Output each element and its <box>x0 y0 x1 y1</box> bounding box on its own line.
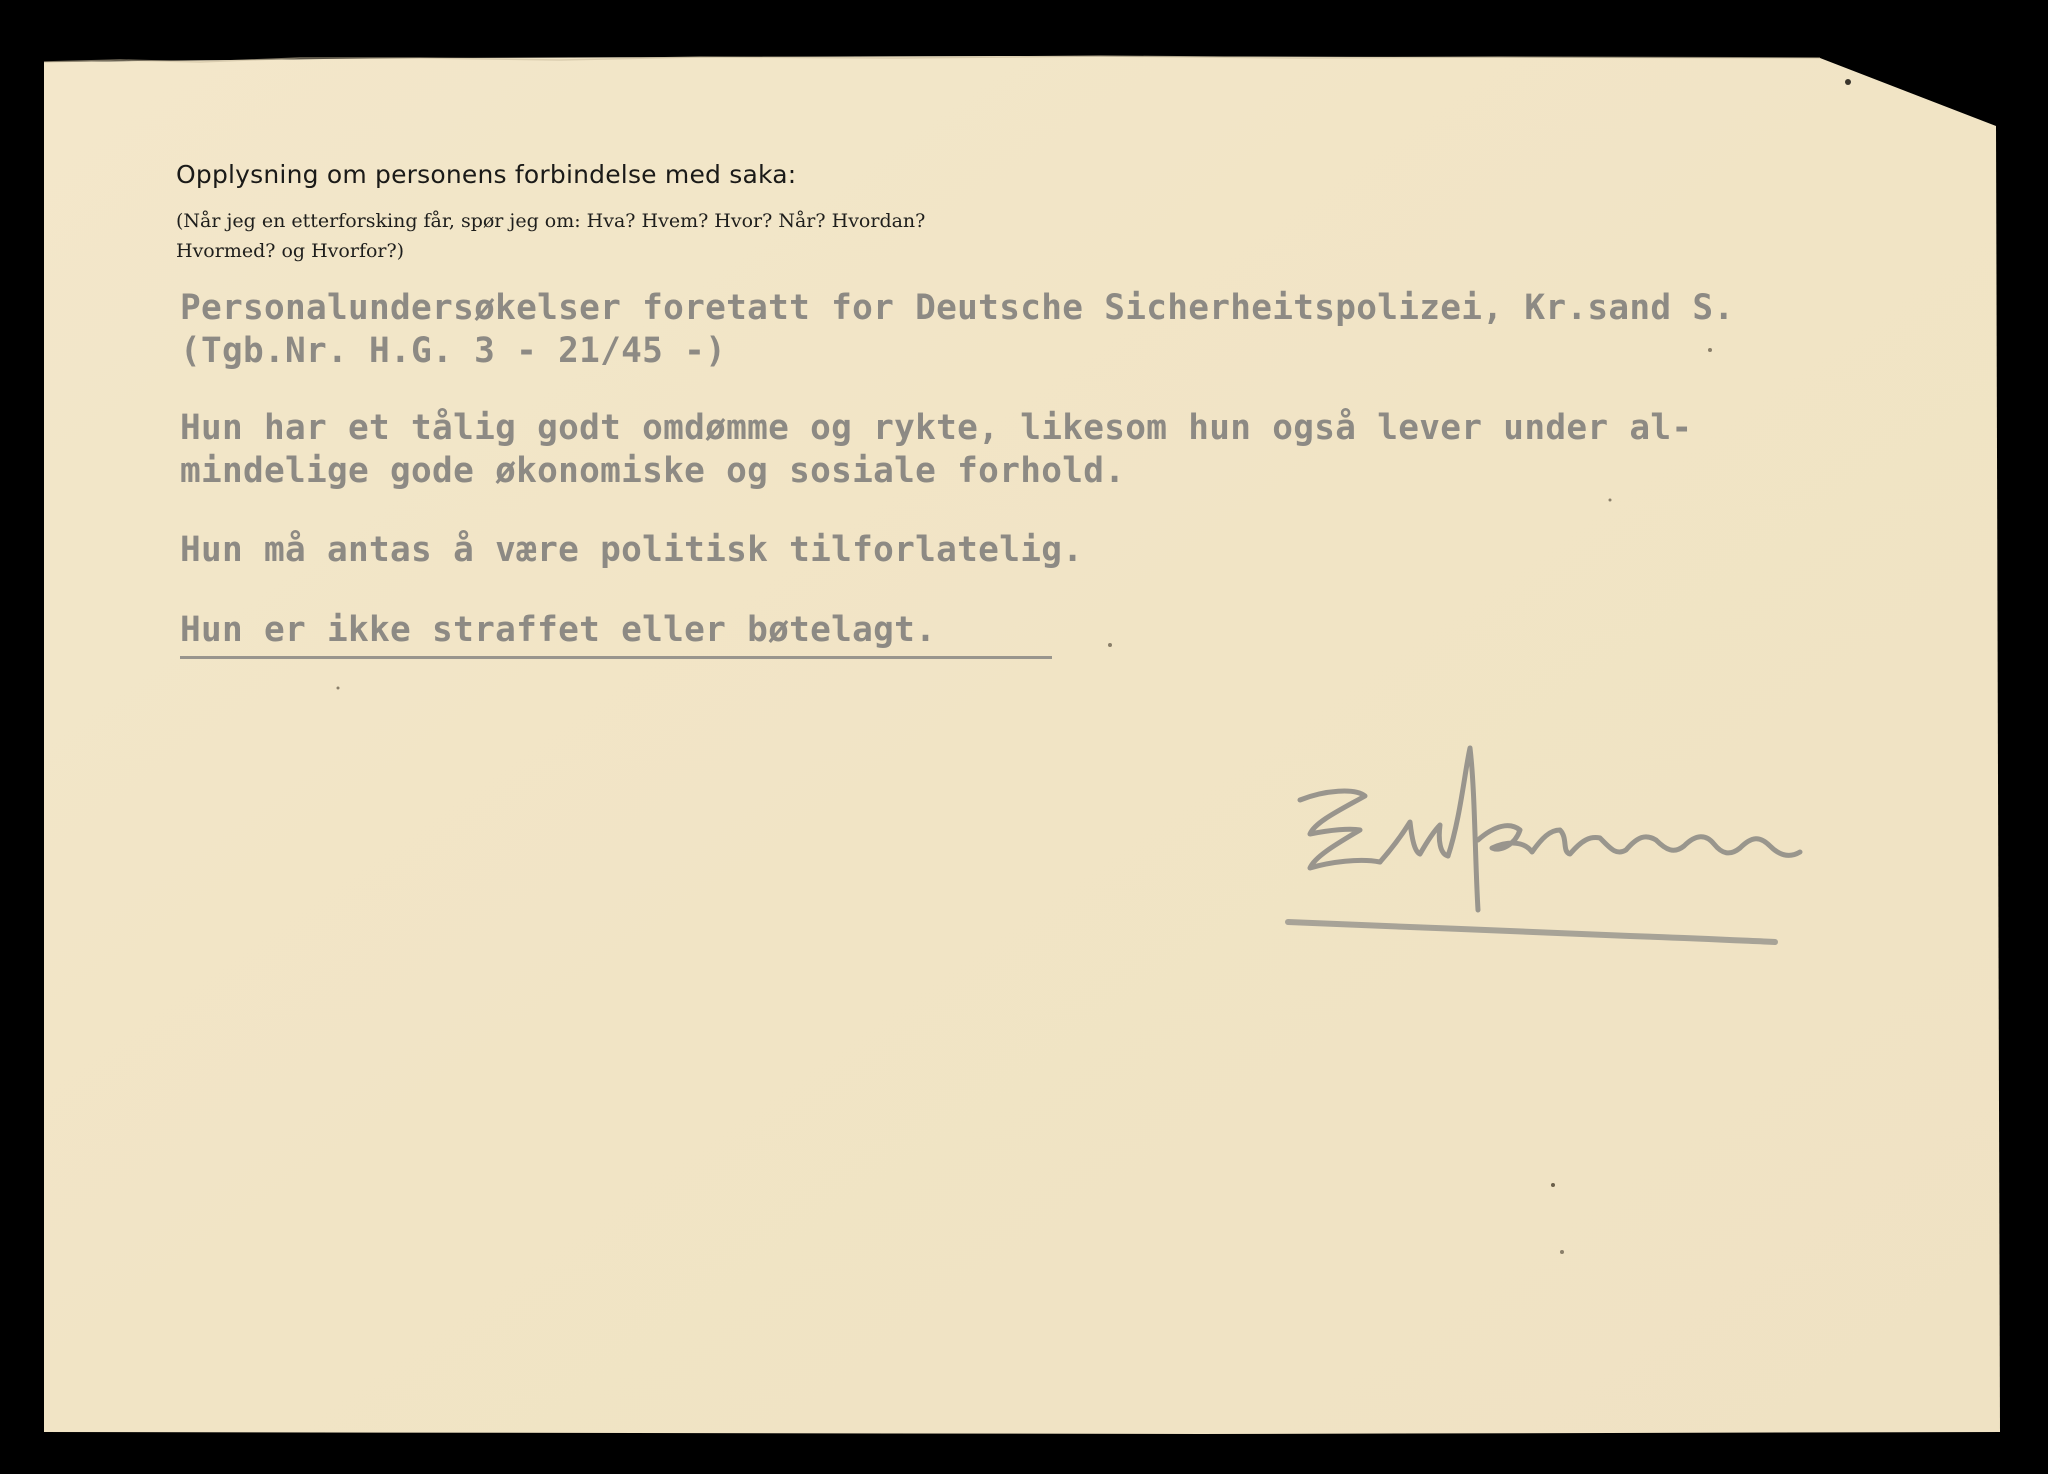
typed-line-5: Hun må antas å være politisk tilforlatelig. <box>180 530 1084 570</box>
form-subheading-line1: (Når jeg en etterforsking får, spør jeg om: Hva? Hvem? Hvor? Når? Hvordan? <box>176 210 926 232</box>
typed-line-4: mindelige gode økonomiske og sosiale forhold. <box>180 451 1126 491</box>
typed-underline <box>180 656 1052 659</box>
typed-line-3: Hun har et tålig godt omdømme og rykte, likesom hun også lever under al- <box>180 408 1693 448</box>
typed-line-6: Hun er ikke straffet eller bøtelagt. <box>180 610 937 650</box>
handwritten-signature <box>1270 730 1850 960</box>
form-subheading-line2: Hvormed? og Hvorfor?) <box>176 240 405 262</box>
typed-line-1: Personalundersøkelser foretatt for Deutsche Sicherheitspolizei, Kr.sand S. <box>180 288 1735 328</box>
typed-line-2: (Tgb.Nr. H.G. 3 - 21/45 -) <box>180 331 727 371</box>
form-heading: Opplysning om personens forbindelse med saka: <box>176 160 797 189</box>
